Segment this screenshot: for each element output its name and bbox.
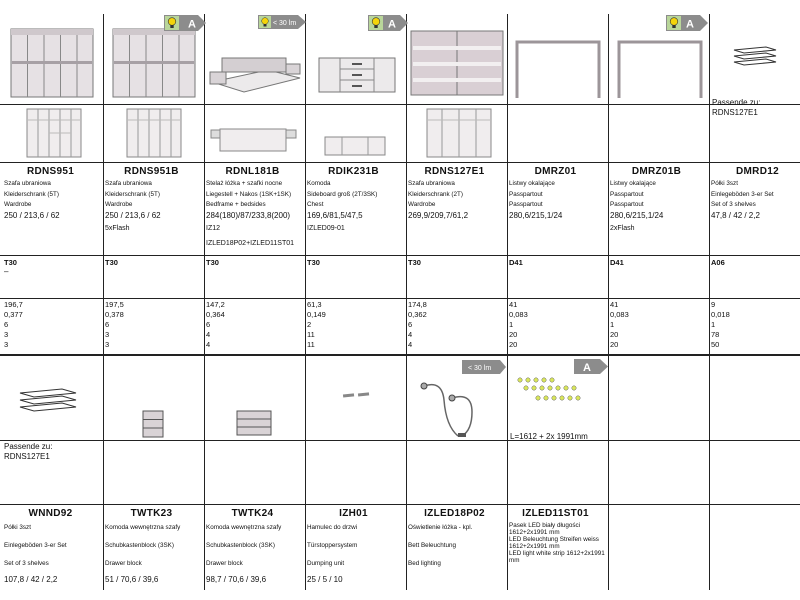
product-dimensions: 269,9/209,7/61,2 — [408, 211, 469, 220]
bed-lighting-image — [418, 376, 498, 440]
product-description-line: Oświetlenie łóżka - kpl. — [408, 524, 473, 531]
product-value: 41 — [610, 300, 619, 309]
shelves-set-image — [732, 46, 778, 68]
product-description-line: Komoda — [307, 180, 331, 187]
energy-label-lumen-icon — [462, 360, 506, 374]
product-value: 3 — [4, 330, 9, 339]
product-code: RDNL181B — [225, 166, 280, 177]
product-value: 2 — [307, 320, 312, 329]
compatibility-ref: RDNS127E1 — [712, 108, 758, 117]
product-value: 1 — [610, 320, 615, 329]
product-description-line: Dumping unit — [307, 560, 345, 567]
product-code: IZLED18P02 — [424, 508, 485, 519]
product-description-line: Szafa ubraniowa — [408, 180, 455, 187]
product-description-line: Półki 3szt — [4, 524, 31, 531]
grid-line — [0, 162, 800, 163]
grid-line — [709, 14, 710, 354]
product-description-line: Drawer block — [105, 560, 142, 567]
product-description-line: Szafa ubraniowa — [4, 180, 51, 187]
product-code: RDNS127E1 — [424, 166, 485, 177]
product-description-line: Einlegeböden 3-er Set — [4, 542, 67, 549]
product-value: 0,364 — [206, 310, 225, 319]
grid-line — [0, 104, 800, 105]
led-length-note: L=1612 + 2x 1991mm — [510, 432, 588, 441]
shelves-set-image — [18, 388, 78, 412]
product-dimensions: 250 / 213,6 / 62 — [105, 211, 161, 220]
grid-line — [0, 354, 800, 356]
product-value: 11 — [307, 330, 315, 339]
compatibility-label: Passende zu: — [712, 98, 761, 107]
product-value: 20 — [509, 330, 518, 339]
dash-marker: – — [4, 267, 9, 276]
wardrobe-5-door-flash-interior-image — [126, 108, 182, 158]
product-description-line: Hamulec do drzwi — [307, 524, 358, 531]
product-finish: T30 — [206, 258, 219, 267]
product-value: 0,083 — [610, 310, 629, 319]
energy-label-lumen-icon — [258, 15, 306, 29]
product-value: 147,2 — [206, 300, 225, 309]
sideboard-interior-image — [324, 136, 386, 156]
product-description-line: Kleiderschrank (5T) — [4, 190, 59, 198]
product-value: 6 — [206, 320, 211, 329]
product-finish: T30 — [307, 258, 320, 267]
product-description-line: Stelaż łóżka + szafki nocne — [206, 180, 283, 187]
product-description-line: Schubkastenblock (3SK) — [206, 542, 275, 549]
product-description-line: Półki 3szt — [711, 180, 738, 187]
wardrobe-2-door-image — [410, 30, 504, 96]
door-stopper-image — [342, 390, 372, 400]
product-description-line: Liegestell + Nakos (1SK+1SK) — [206, 190, 292, 198]
product-description-line: Listwy okalające — [509, 180, 555, 187]
product-description-line: Schubkastenblock (3SK) — [105, 542, 174, 549]
compatibility-note — [4, 442, 52, 462]
product-code: DMRZ01B — [631, 166, 682, 177]
product-value: 196,7 — [4, 300, 23, 309]
product-value: 3 — [4, 340, 9, 349]
svg-text:A: A — [388, 18, 396, 31]
wardrobe-5-door-interior-image — [26, 108, 82, 158]
product-description-line: Wardrobe — [408, 201, 436, 208]
product-value: 20 — [610, 330, 619, 339]
product-value: 41 — [509, 300, 518, 309]
product-value: 0,149 — [307, 310, 326, 319]
product-dimensions: 51 / 70,6 / 39,6 — [105, 575, 159, 584]
svg-text:A: A — [188, 18, 196, 31]
compatibility-ref: RDNS127E1 — [4, 452, 50, 461]
product-value: 0,378 — [105, 310, 124, 319]
product-value: 78 — [711, 330, 720, 339]
product-description-line: Wardrobe — [105, 201, 133, 208]
product-value: 0,362 — [408, 310, 427, 319]
product-description-line: Bedframe + bedsides — [206, 201, 266, 208]
product-value: 0,018 — [711, 310, 730, 319]
grid-line — [608, 356, 609, 590]
product-extra: IZLED18P02+IZLED11ST01 — [206, 240, 295, 247]
product-value: 4 — [408, 340, 413, 349]
product-description-line: Passpartout — [610, 201, 644, 208]
product-code: IZH01 — [339, 508, 368, 519]
product-description-line: Passpartout — [509, 190, 543, 198]
product-value: 61,3 — [307, 300, 322, 309]
product-dimensions: 280,6/215,1/24 — [509, 211, 563, 220]
product-code: DMRD12 — [736, 166, 779, 177]
grid-line — [0, 440, 800, 441]
product-code: RDIK231B — [328, 166, 379, 177]
product-value: 6 — [105, 320, 110, 329]
product-description-line: Set of 3 shelves — [4, 560, 49, 567]
product-description-line: Bed lighting — [408, 560, 441, 567]
grid-line — [406, 14, 407, 354]
product-description-line: Wardrobe — [4, 201, 32, 208]
compatibility-note — [712, 98, 760, 118]
product-finish: T30 — [105, 258, 118, 267]
drawer-block-small-image — [142, 410, 164, 438]
product-extra: 5xFlash — [105, 225, 130, 232]
product-description-line: Pasek LED biały długości 1612+2x1991 mm — [509, 522, 581, 536]
product-value: 4 — [206, 340, 211, 349]
energy-label-a-icon — [368, 15, 408, 31]
product-value: 6 — [408, 320, 413, 329]
grid-line — [709, 356, 710, 590]
product-description-line: Passpartout — [509, 201, 543, 208]
product-dimensions: 98,7 / 70,6 / 39,6 — [206, 575, 267, 584]
product-description-line: Türstoppersystem — [307, 542, 358, 549]
product-description-line: Einlegeböden 3-er Set — [711, 190, 774, 198]
grid-line — [0, 504, 800, 505]
product-value: 11 — [307, 340, 315, 349]
grid-line — [305, 14, 306, 354]
product-extra: IZ12 — [206, 225, 221, 232]
product-description-line: Szafa ubraniowa — [105, 180, 152, 187]
led-strip-image — [512, 374, 586, 408]
grid-line — [204, 14, 205, 354]
product-description-line: Kleiderschrank (2T) — [408, 190, 463, 198]
product-code: IZLED11ST01 — [522, 508, 589, 519]
product-value: 9 — [711, 300, 716, 309]
sideboard-image — [318, 56, 396, 96]
wardrobe-2-door-interior-image — [426, 108, 492, 158]
product-value: 1 — [711, 320, 716, 329]
product-code: DMRZ01 — [534, 166, 577, 177]
grid-line — [103, 14, 104, 354]
product-description-line: Sideboard groß (2T/3SK) — [307, 190, 378, 198]
product-description-line: LED Beleuchtung Streifen weiss 1612+2x1991 mm — [509, 536, 599, 550]
svg-text:A: A — [686, 18, 694, 31]
grid-line — [0, 298, 800, 299]
product-description-line: Bett Beleuchtung — [408, 542, 456, 549]
energy-label-a-icon — [666, 15, 708, 31]
product-value: 3 — [105, 330, 110, 339]
grid-line — [406, 356, 407, 590]
product-dimensions: 47,8 / 42 / 2,2 — [711, 211, 760, 220]
product-finish: D41 — [509, 258, 523, 267]
product-extra: 2xFlash — [610, 225, 635, 232]
product-description-line: Kleiderschrank (5T) — [105, 190, 160, 198]
product-value: 20 — [610, 340, 619, 349]
grid-line — [204, 356, 205, 590]
product-dimensions: 107,8 / 42 / 2,2 — [4, 575, 58, 584]
product-description-line: Chest — [307, 201, 324, 208]
product-value: 3 — [105, 340, 110, 349]
product-value: 20 — [509, 340, 518, 349]
product-value: 174,8 — [408, 300, 427, 309]
product-description-line: LED light white strip 1612+2x1991 mm — [509, 550, 605, 564]
grid-line — [507, 14, 508, 354]
product-dimensions: 280,6/215,1/24 — [610, 211, 664, 220]
grid-line — [103, 356, 104, 590]
product-value: 197,5 — [105, 300, 124, 309]
product-value: 0,377 — [4, 310, 23, 319]
product-value: 4 — [408, 330, 413, 339]
product-value: 50 — [711, 340, 720, 349]
product-dimensions: 284(180)/87/233,8(200) — [206, 211, 291, 220]
drawer-block-large-image — [236, 410, 272, 436]
product-description-line: Set of 3 shelves — [711, 201, 756, 208]
product-description-line: Passpartout — [610, 190, 644, 198]
product-value: 4 — [206, 330, 211, 339]
product-value: 6 — [4, 320, 9, 329]
wardrobe-5-door-image — [10, 28, 94, 98]
grid-line — [608, 14, 609, 354]
product-finish: T30 — [4, 258, 17, 267]
energy-label-a-icon — [164, 15, 206, 31]
product-description-line: Listwy okalające — [610, 180, 656, 187]
svg-text:< 30 lm: < 30 lm — [468, 365, 492, 372]
grid-line — [305, 356, 306, 590]
product-finish: A06 — [711, 258, 725, 267]
grid-line — [0, 255, 800, 256]
grid-line — [507, 356, 508, 590]
product-extra: IZLED09-01 — [307, 225, 345, 232]
product-description-line: Komoda wewnętrzna szafy — [105, 524, 181, 531]
product-finish: T30 — [408, 258, 421, 267]
product-value: 1 — [509, 320, 514, 329]
compatibility-label: Passende zu: — [4, 442, 53, 451]
product-finish: D41 — [610, 258, 624, 267]
product-code: RDNS951B — [124, 166, 179, 177]
product-dimensions: 169,6/81,5/47,5 — [307, 211, 363, 220]
bedframe-top-view-image — [210, 128, 300, 156]
product-dimensions: 250 / 213,6 / 62 — [4, 211, 60, 220]
wardrobe-5-door-flash-image — [112, 28, 196, 98]
svg-text:< 30 lm: < 30 lm — [273, 20, 297, 27]
product-description-line: Komoda wewnętrzna szafy — [206, 524, 282, 531]
svg-text:A: A — [583, 362, 591, 374]
product-value: 0,083 — [509, 310, 528, 319]
product-code: TWTK24 — [231, 508, 274, 519]
passpartout-frame-image — [514, 38, 602, 100]
product-code: TWTK23 — [130, 508, 173, 519]
product-dimensions: 25 / 5 / 10 — [307, 575, 343, 584]
product-code: RDNS951 — [26, 166, 75, 177]
passpartout-frame-flash-image — [616, 38, 704, 100]
bedframe-image — [208, 52, 302, 96]
product-code: WNND92 — [28, 508, 73, 519]
energy-label-a-icon — [574, 359, 608, 374]
product-description-line: Drawer block — [206, 560, 243, 567]
